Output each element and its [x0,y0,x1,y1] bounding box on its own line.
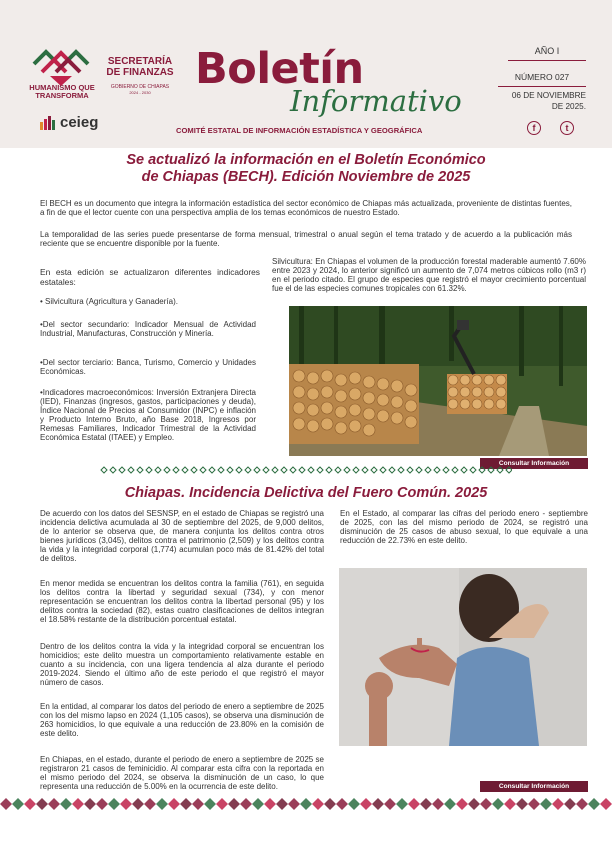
ceieg-logo-text: ceieg [60,114,99,131]
divider-diamond [254,467,260,473]
divider-diamond [218,467,224,473]
secretaria-finanzas-logo: SECRETARÍA DE FINANZAS GOBIERNO DE CHIAPAS 2024 - 2030 [106,56,174,95]
footer-diamond [132,798,144,810]
divider-diamond [146,467,152,473]
article2-paragraph-3: Dentro de los delitos contra la vida y la integridad corporal se encuentran los homicidios; este delito muestra un comportamiento relativamente estable en cuanto a su incidencia, con una ligera tendencia al alza durante el periodo 2019-2024. Siendo el último año de este periodo el que registró el mayor número de casos. [40,642,324,688]
divider-diamond [128,467,134,473]
footer-diamond [600,798,612,810]
article2-title: Chiapas. Incidencia Delictiva del Fuero Común. 2025 [124,485,488,501]
forestry-photo [289,306,587,456]
footer-diamond [12,798,24,810]
humanismo-logo-text: HUMANISMO QUE TRANSFORMA [29,83,95,100]
header [0,0,612,148]
divider-diamond [506,467,512,473]
divider-diamond [281,467,287,473]
article1-edition-intro: En esta edición se actualizaron diferentes indicadores estatales: [40,267,260,287]
footer-diamond [324,798,336,810]
divider-diamond [101,467,107,473]
divider-diamond [461,467,467,473]
footer-diamond [276,798,288,810]
divider-diamond [245,467,251,473]
footer-diamond [84,798,96,810]
divider-diamond [308,467,314,473]
divider-diamond [299,467,305,473]
footer-diamond [204,798,216,810]
footer-diamond [168,798,180,810]
article2-paragraph-5: En Chiapas, en el estado, durante el periodo de enero a septiembre de 2025 se registraron 21 casos de feminicidio. Al comparar esta cifra con la reportada en el mismo periodo del 2024, se observa la disminución de un caso, lo que representa una reducción de 5.00% en la ocurrencia de este delito. [40,755,324,792]
divider-diamond [398,467,404,473]
divider-diamond [353,467,359,473]
article1-silvicultura-text: Silvicultura: En Chiapas el volumen de la producción forestal maderable aumentó 7.60% entre 2023 y 2024, lo anterior significó un aumento de 7,074 metros cúbicos rollo (m3 r) en el periodo citado. El grupo de especies que registró el mayor crecimiento porcentual fue el de las especies comunes tropicales con 61.32%. [272,257,586,294]
divider-diamond [470,467,476,473]
divider-diamond [407,467,413,473]
article1-bullet-silvicultura: • Silvicultura (Agricultura y Ganadería). [40,297,178,306]
divider-diamond [488,467,494,473]
divider-diamond [236,467,242,473]
footer-diamond [144,798,156,810]
divider-diamond [344,467,350,473]
forestry-photo-illustration [289,306,587,456]
divider-diamond [227,467,233,473]
divider-diamond [173,467,179,473]
article2-paragraph-6: En el Estado, al comparar las cifras del periodo enero - septiembre de 2025, con las del mismo periodo de 2024, se registró una disminución de 25 casos de abuso sexual, lo que equivale a una reducción de 22.73% en este delito. [340,509,588,546]
article2-paragraph-4: En la entidad, al comparar los datos del periodo de enero a septiembre de 2025 con los del mismo lapso en 2024 (1,105 casos), se observa una disminución de 263 homicidios, lo que equivale a una reducción de 23.80% en la comisión de este delito. [40,702,324,739]
divider-diamond [164,467,170,473]
footer-diamond [96,798,108,810]
footer-diamond [108,798,120,810]
divider-diamond [191,467,197,473]
divider-diamond [434,467,440,473]
facebook-icon[interactable]: f [527,121,541,135]
article2-paragraph-1: De acuerdo con los datos del SESNSP, en el estado de Chiapas se registró una incidencia delictiva acumulada al 30 de septiembre del 2025, de 9,000 delitos, de lo anterior se observa que, de manera conjunta los delitos contra otros bienes jurídicos (3,045), delitos contra el patrimonio (2,509) y los delitos contra la vida y la integridad corporal (1,774) acumulan poco más de 81.42% del total de delitos. [40,509,324,564]
footer-diamond [552,798,564,810]
footer-diamond [348,798,360,810]
footer-diamond [240,798,252,810]
divider-diamond [371,467,377,473]
article1-bullet-macro: •Indicadores macroeconómicos: Inversión Extranjera Directa (IED), Finanzas (ingresos, gastos, participaciones y deuda), Índice Nacional de Precios al Consumidor (INPC) e inflación y Producto Interno Bruto, año Base 2018, Ingresos por Remesas Familiares, Indicador Trimestral de la Actividad Económica Estatal (ITAEE) y Empleo. [40,388,256,443]
footer-diamond [300,798,312,810]
footer-diamond [384,798,396,810]
article2-consult-button[interactable]: Consultar Información [480,781,588,792]
footer-diamond [372,798,384,810]
article1-consult-button[interactable]: Consultar Información [480,458,588,469]
divider-diamond [326,467,332,473]
footer-diamond [444,798,456,810]
bulletin-subtitle: Informativo [290,84,462,118]
article1-bullet-terciario: •Del sector terciario: Banca, Turismo, Comercio y Unidades Económicas. [40,358,256,377]
divider-diamond [155,467,161,473]
footer-diamond [588,798,600,810]
article1-title: Se actualizó la información en el Boletín Económico de Chiapas (BECH). Edición Noviembre de 2025 [126,152,486,185]
divider-diamond [119,467,125,473]
footer-diamond [336,798,348,810]
issue-info [498,44,586,112]
issue-number: NÚMERO 027 [498,71,586,87]
footer-diamond [528,798,540,810]
footer-diamond [480,798,492,810]
article1-temporality: La temporalidad de las series puede presentarse de forma mensual, trimestral o anual según el tema tratado y de acuerdo a la publicación más reciente que se encuentre disponible por la fuente. [40,230,572,249]
footer-diamond [504,798,516,810]
divider-diamond [272,467,278,473]
footer-diamond [60,798,72,810]
footer-diamond [576,798,588,810]
article2-paragraph-2: En menor medida se encuentran los delitos contra la familia (761), en seguida los delitos contra la libertad y seguridad sexual (734), y con menor representación se encuentran los delitos contra la libertad personal (95) y los delitos contra la sociedad (82), estas cuatro clasificaciones de delitos integran el 18.58% restante de la distribución porcentual estatal. [40,579,324,625]
footer-diamond [180,798,192,810]
footer-diamond [468,798,480,810]
committee-name: COMITÉ ESTATAL DE INFORMACIÓN ESTADÍSTICA Y GEOGRÁFICA [176,126,423,135]
footer-diamond [72,798,84,810]
footer-diamond [48,798,60,810]
footer-diamond [360,798,372,810]
divider-diamond [335,467,341,473]
divider-diamond [317,467,323,473]
divider-diamond [443,467,449,473]
footer-diamond [288,798,300,810]
footer-diamond [516,798,528,810]
divider-diamond [416,467,422,473]
footer-diamond [0,798,12,810]
divider-diamond [497,467,503,473]
divider-diamond [362,467,368,473]
divider-diamond [290,467,296,473]
divider-diamond [110,467,116,473]
footer-diamond [396,798,408,810]
issue-date: 06 DE NOVIEMBRE DE 2025. [511,91,586,111]
footer-diamond [408,798,420,810]
footer-decorative-band [0,796,612,812]
divider-diamond [380,467,386,473]
footer-diamond [540,798,552,810]
divider-diamond [263,467,269,473]
footer-diamond [252,798,264,810]
divider-diamond [182,467,188,473]
ceieg-logo-icon [40,116,58,130]
decorative-divider [100,466,512,474]
article1-bullet-secundario: •Del sector secundario: Indicador Mensual de Actividad Industrial, Manufacturas, Construcción y Minería. [40,320,256,339]
footer-diamond [312,798,324,810]
footer-diamond [264,798,276,810]
footer-diamond [24,798,36,810]
twitter-icon[interactable]: t [560,121,574,135]
bulletin-title: Boletín [195,44,364,94]
divider-diamond [209,467,215,473]
footer-diamond [228,798,240,810]
footer-diamond [564,798,576,810]
footer-diamond [192,798,204,810]
footer-diamond [432,798,444,810]
footer-diamond [216,798,228,810]
divider-diamond [479,467,485,473]
issue-year: AÑO I [508,44,586,61]
footer-diamond [120,798,132,810]
divider-diamond [200,467,206,473]
footer-diamond [492,798,504,810]
divider-diamond [389,467,395,473]
footer-diamond [420,798,432,810]
footer-diamond [36,798,48,810]
article1-intro: El BECH es un documento que integra la información estadística del sector económico de Chiapas más actualizada, proveniente de distintas fuentes, a fin de que el lector cuente con una perspectiva amplia de los temas económicos de nuestro Estado. [40,199,572,218]
footer-diamond [156,798,168,810]
violence-photo-illustration [339,568,587,746]
divider-diamond [137,467,143,473]
footer-diamond [456,798,468,810]
divider-diamond [452,467,458,473]
divider-diamond [425,467,431,473]
violence-photo [339,568,587,746]
